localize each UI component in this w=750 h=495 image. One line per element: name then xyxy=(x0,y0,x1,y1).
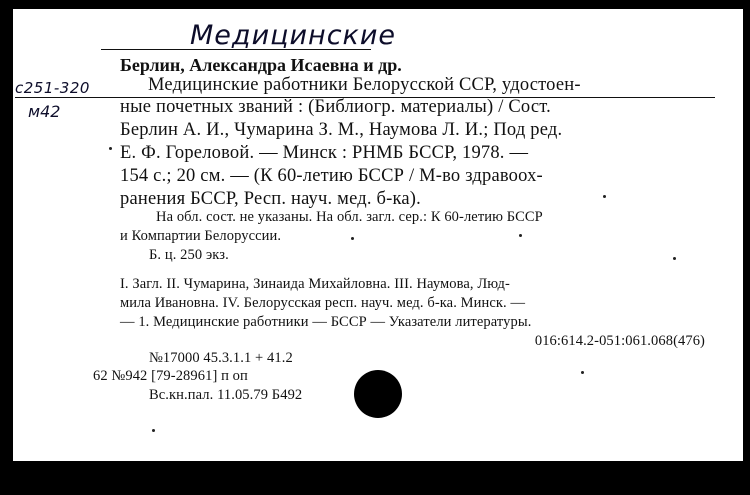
speck xyxy=(673,257,676,260)
speck xyxy=(351,237,354,240)
classification-number: 016:614.2-051:061.068(476) xyxy=(534,333,705,349)
edition-info: Б. ц. 250 экз. xyxy=(149,247,229,263)
speck xyxy=(603,195,606,198)
ink-blot xyxy=(354,370,402,418)
description-line: 154 с.; 20 см. — (К 60-летию БССР / М-во здравоох- xyxy=(120,166,543,186)
service-line: 62 №942 [79-28961] п оп xyxy=(93,368,248,384)
heading-underline xyxy=(101,49,371,50)
author-heading: Берлин, Александра Исаевна и др. xyxy=(120,55,402,75)
description-line: ранения БССР, Респ. науч. мед. б-ка). xyxy=(120,189,421,209)
shelfmark-secondary: м42 xyxy=(28,102,61,121)
speck xyxy=(519,234,522,237)
shelfmark: с251-320 xyxy=(15,79,90,97)
tracing-line: мила Ивановна. IV. Белорусская респ. науч. мед. б-ка. Минск. — xyxy=(120,295,526,311)
handwritten-heading: Медицинские xyxy=(190,20,397,51)
speck xyxy=(581,371,584,374)
speck xyxy=(152,429,155,432)
note-line: и Компартии Белоруссии. xyxy=(120,228,282,244)
tracing-line: — 1. Медицинские работники — БССР — Указатели литературы. xyxy=(120,314,532,330)
note-line: На обл. сост. не указаны. На обл. загл. сер.: К 60-летию БССР xyxy=(156,209,543,225)
catalog-card xyxy=(13,9,743,461)
service-line: Вс.кн.пал. 11.05.79 Б492 xyxy=(149,387,303,403)
speck xyxy=(109,147,112,150)
description-line: Берлин А. И., Чумарина З. М., Наумова Л. И.; Под ред. xyxy=(120,120,563,140)
service-line: №17000 45.3.1.1 + 41.2 xyxy=(149,350,293,366)
description-line: Е. Ф. Гореловой. — Минск : РНМБ БССР, 1978. — xyxy=(120,143,529,163)
tracing-line: I. Загл. II. Чумарина, Зинаида Михайловна. III. Наумова, Люд- xyxy=(120,276,510,292)
description-line: ные почетных званий : (Библиогр. материалы) / Сост. xyxy=(120,97,551,117)
description-line: Медицинские работники Белорусской ССР, удостоен- xyxy=(148,75,581,95)
